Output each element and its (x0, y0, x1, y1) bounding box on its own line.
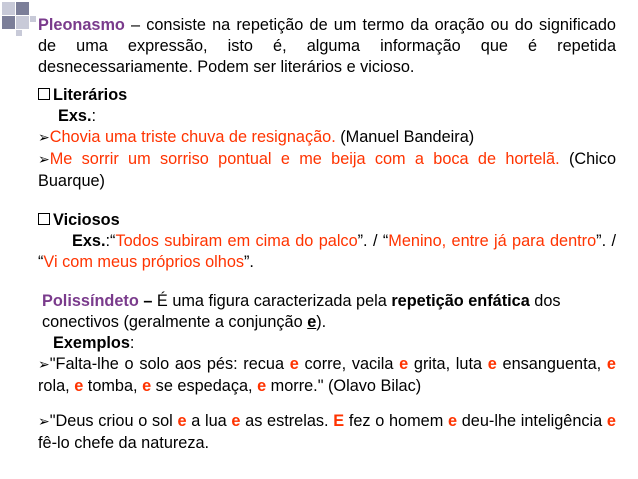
exemplos-label: Exemplos (53, 334, 130, 352)
ex2-text: a lua (186, 412, 232, 430)
arrow-bullet-icon: ➢ (38, 152, 50, 168)
corner-decoration (0, 0, 40, 40)
ex2-text: deu-lhe inteligência (457, 412, 607, 430)
polissindeto-example-2 (38, 411, 616, 454)
conj-e: e (74, 377, 84, 395)
polissindeto-paragraph (38, 291, 616, 333)
literarios-ex1-quote: Chovia uma triste chuva de resignação. (49, 128, 336, 146)
viciosos-heading-row (38, 210, 616, 231)
literarios-exs-row (38, 106, 616, 127)
viciosos-ex3: Vi com meus próprios olhos (43, 253, 245, 271)
exemplos-colon: : (129, 334, 135, 352)
ex2-text: "Deus criou o sol (49, 412, 178, 430)
conj-e: e (231, 412, 241, 430)
literarios-heading-row (38, 85, 616, 106)
polissindeto-example-1 (38, 354, 616, 397)
arrow-bullet-icon: ➢ (38, 130, 50, 146)
quote-open: “ (110, 232, 116, 250)
viciosos-examples (38, 231, 616, 273)
ex1-text: se espedaça, (151, 377, 258, 395)
arrow-bullet-icon: ➢ (38, 357, 50, 373)
viciosos-ex1: Todos subiram em cima do palco (115, 232, 358, 250)
polissindeto-term: Polissíndeto (42, 292, 139, 310)
viciosos-exs-label: Exs. (72, 232, 106, 250)
pleonasmo-term: Pleonasmo (38, 16, 125, 34)
polissindeto-def-bold: repetição enfática (391, 292, 530, 310)
literarios-ex2-quote: Me sorrir um sorriso pontual e me beija com a boca de hortelã. (49, 150, 560, 168)
ex1-text: morre." (Olavo Bilac) (266, 377, 422, 395)
conj-e: e (289, 355, 299, 373)
ex1-text: grita, luta (408, 355, 488, 373)
ex1-text: rola, (38, 377, 75, 395)
conj-e: e (399, 355, 409, 373)
conj-e: e (487, 355, 497, 373)
conj-e: e (142, 377, 152, 395)
ex2-text: as estrelas. (240, 412, 334, 430)
arrow-bullet-icon: ➢ (38, 414, 50, 430)
literarios-exs-colon: : (91, 107, 97, 125)
checkbox-bullet-icon (38, 88, 50, 100)
conj-e: e (257, 377, 267, 395)
conj-e: e (177, 412, 187, 430)
conj-e: e (606, 355, 616, 373)
polissindeto-conj: e (307, 313, 317, 331)
polissindeto-dash: – (138, 292, 153, 310)
literarios-ex1-author: (Manuel Bandeira) (335, 128, 475, 146)
literarios-exs-label: Exs. (58, 107, 92, 125)
literarios-ex2-author: (Chico Buarque) (38, 150, 616, 190)
polissindeto-def-a: É uma figura caracterizada pela (152, 292, 392, 310)
separator-1: ”. / “ (357, 232, 389, 250)
literarios-heading: Literários (53, 86, 128, 104)
ex1-text: ensanguenta, (496, 355, 607, 373)
literarios-example-2 (38, 149, 616, 192)
slide-content (38, 15, 616, 454)
pleonasmo-definition: – consiste na repetição de um termo da oração ou do significado de uma expressão, isto é, alguma informação que é repetida desnecessariamente. Podem ser literários e vicioso. (38, 16, 616, 76)
polissindeto-def-c: ). (316, 313, 327, 331)
pleonasmo-paragraph (38, 15, 616, 78)
polissindeto-def-b: dos conectivos (geralmente a conjunção (42, 292, 561, 331)
conj-e: E (333, 412, 345, 430)
exemplos-row (38, 333, 616, 354)
quote-close: ”. (244, 253, 254, 271)
ex1-text: "Falta-lhe o solo aos pés: recua (49, 355, 290, 373)
viciosos-exs-colon: : (105, 232, 111, 250)
ex2-text: fê-lo chefe da natureza. (38, 434, 210, 452)
viciosos-ex2: Menino, entre já para dentro (388, 232, 597, 250)
conj-e: e (447, 412, 458, 430)
ex2-text: fez o homem (344, 412, 448, 430)
checkbox-bullet-icon (38, 213, 50, 225)
ex1-text: tomba, (83, 377, 143, 395)
ex1-text: corre, vacila (298, 355, 400, 373)
viciosos-heading: Viciosos (53, 211, 120, 229)
separator-2: ”. / “ (38, 232, 617, 271)
conj-e: e (606, 412, 616, 430)
literarios-example-1 (38, 127, 616, 149)
